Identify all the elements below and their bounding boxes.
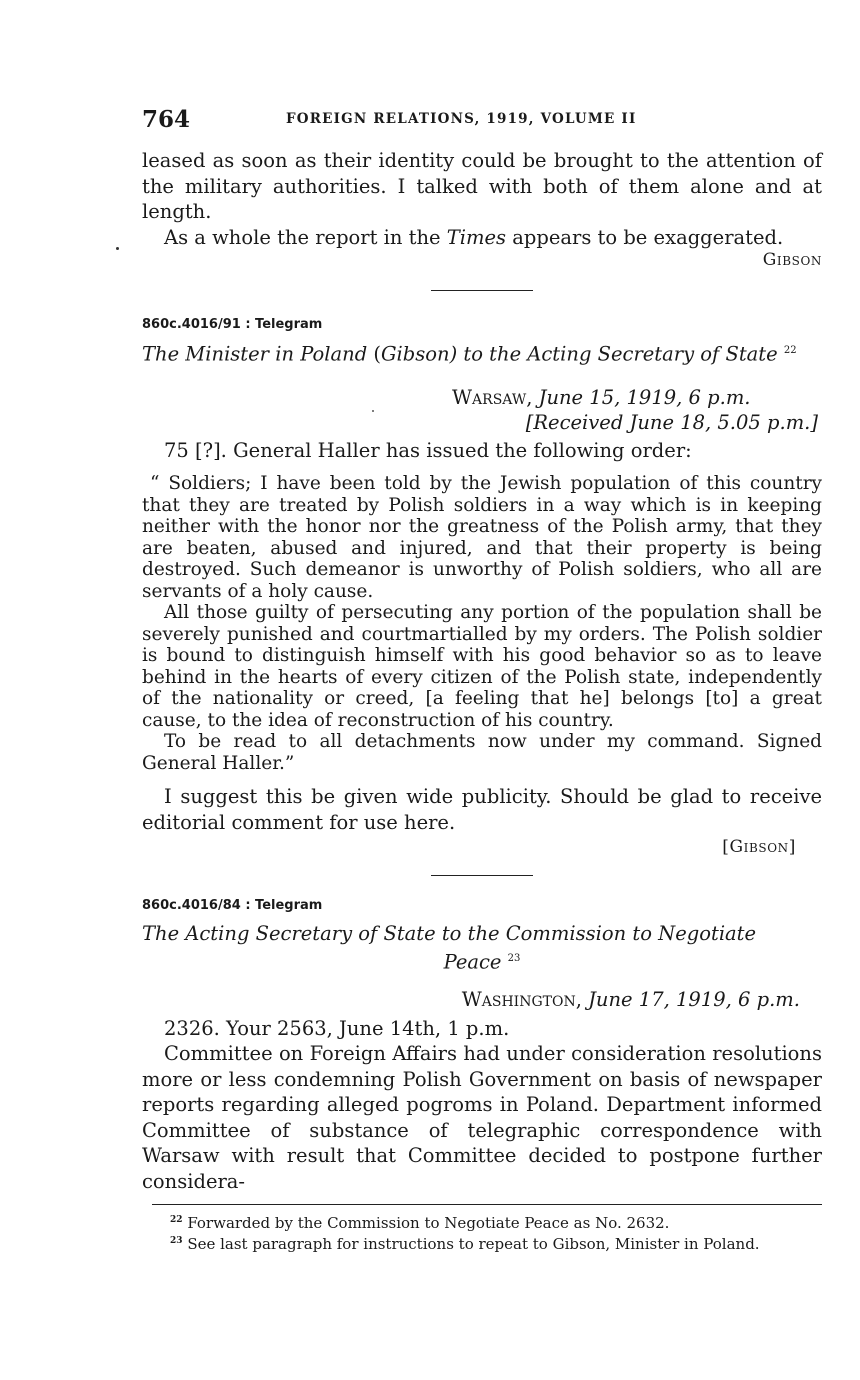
page-body	[142, 148, 822, 1253]
text-run: The Minister in Poland	[142, 342, 374, 366]
paragraph: I suggest this be given wide publicity. Should be glad to receive editorial comment for use here.	[142, 785, 822, 834]
section-divider	[431, 875, 533, 876]
text-run: Peace	[443, 950, 502, 974]
italic-text: Times	[446, 225, 507, 249]
paragraph: Committee on Foreign Affairs had under consideration resolutions more or less condemning Polish Government on basis of newspaper reports regarding alleged pogroms in Poland. Department informed Committee of substance of telegraphic correspondence with Warsaw with result that Committee decided to postpone further considera-	[142, 1042, 822, 1193]
document-heading	[142, 946, 822, 975]
paragraph: 75 [?]. General Haller has issued the following order:	[164, 438, 692, 462]
footnote-divider	[152, 1204, 822, 1205]
text-run: (	[373, 342, 381, 366]
running-head: FOREIGN RELATIONS, 1919, VOLUME II	[286, 111, 637, 127]
dateline-date: June 17, 1919, 6 p.m.	[588, 987, 800, 1011]
footnote-mark: 22	[170, 1215, 183, 1225]
text-run: ) to the Acting Secretary of State	[449, 342, 778, 366]
footnote-ref: 22	[783, 345, 797, 356]
dateline-place: Warsaw,	[452, 385, 533, 409]
page-header	[142, 106, 822, 136]
footnote-mark: 23	[170, 1236, 183, 1246]
stray-mark	[116, 247, 119, 250]
dateline	[142, 987, 822, 1012]
file-number: 860c.4016/84 : Telegram	[142, 898, 323, 913]
paragraph: leased as soon as their identity could be brought to the attention of the military authorities. I talked with both of them alone and at length.	[142, 149, 822, 223]
signature: Gibson	[762, 250, 822, 270]
footnote	[142, 1211, 822, 1232]
received-line: [Received June 18, 5.05 p.m.]	[525, 410, 818, 434]
dateline	[142, 385, 822, 410]
footnote	[142, 1232, 822, 1253]
text-run: appears to be exaggerated.	[506, 225, 784, 249]
document-heading: The Acting Secretary of State to the Commission to Negotiate	[142, 922, 757, 945]
quoted-order: All those guilty of persecuting any portion of the population shall be severely punished and courtmartialled by my orders. The Polish soldier is bound to distinguish himself with his good behavior so as to leave behind in the hearts of every citizen of the Polish state, independently of the nationality or creed, [a feeling that he] belongs [to] a great cause, to the idea of reconstruction of his country.	[142, 602, 822, 731]
section-divider	[431, 290, 533, 291]
signature: [Gibson]	[722, 837, 796, 857]
footnotes	[142, 1211, 822, 1253]
quoted-order: To be read to all detachments now under my command. Signed General Haller.”	[142, 731, 822, 774]
footnote-text: Forwarded by the Commission to Negotiate Peace as No. 2632.	[187, 1214, 670, 1232]
text-run: As a whole the report in the	[164, 225, 447, 249]
file-number: 860c.4016/91 : Telegram	[142, 317, 323, 332]
dateline-place: Washington,	[461, 987, 582, 1011]
footnote-ref: 23	[507, 953, 521, 964]
quoted-order: “ Soldiers; I have been told by the Jewish population of this country that they are treated by Polish soldiers in a way which is in keeping neither with the honor nor the greatness of the Polish army, that they are beaten, abused and injured, and that their property is being destroyed. Such demeanor is unworthy of Polish soldiers, who all are servants of a holy cause.	[142, 473, 822, 602]
paragraph	[142, 225, 822, 251]
paragraph: 2326. Your 2563, June 14th, 1 p.m.	[164, 1016, 510, 1040]
document-heading	[142, 338, 822, 367]
footnote-text: See last paragraph for instructions to repeat to Gibson, Minister in Poland.	[187, 1235, 760, 1253]
text-run: Gibson	[380, 342, 450, 366]
page-number: 764	[142, 106, 191, 133]
dateline-date: June 15, 1919, 6 p.m.	[538, 385, 751, 409]
